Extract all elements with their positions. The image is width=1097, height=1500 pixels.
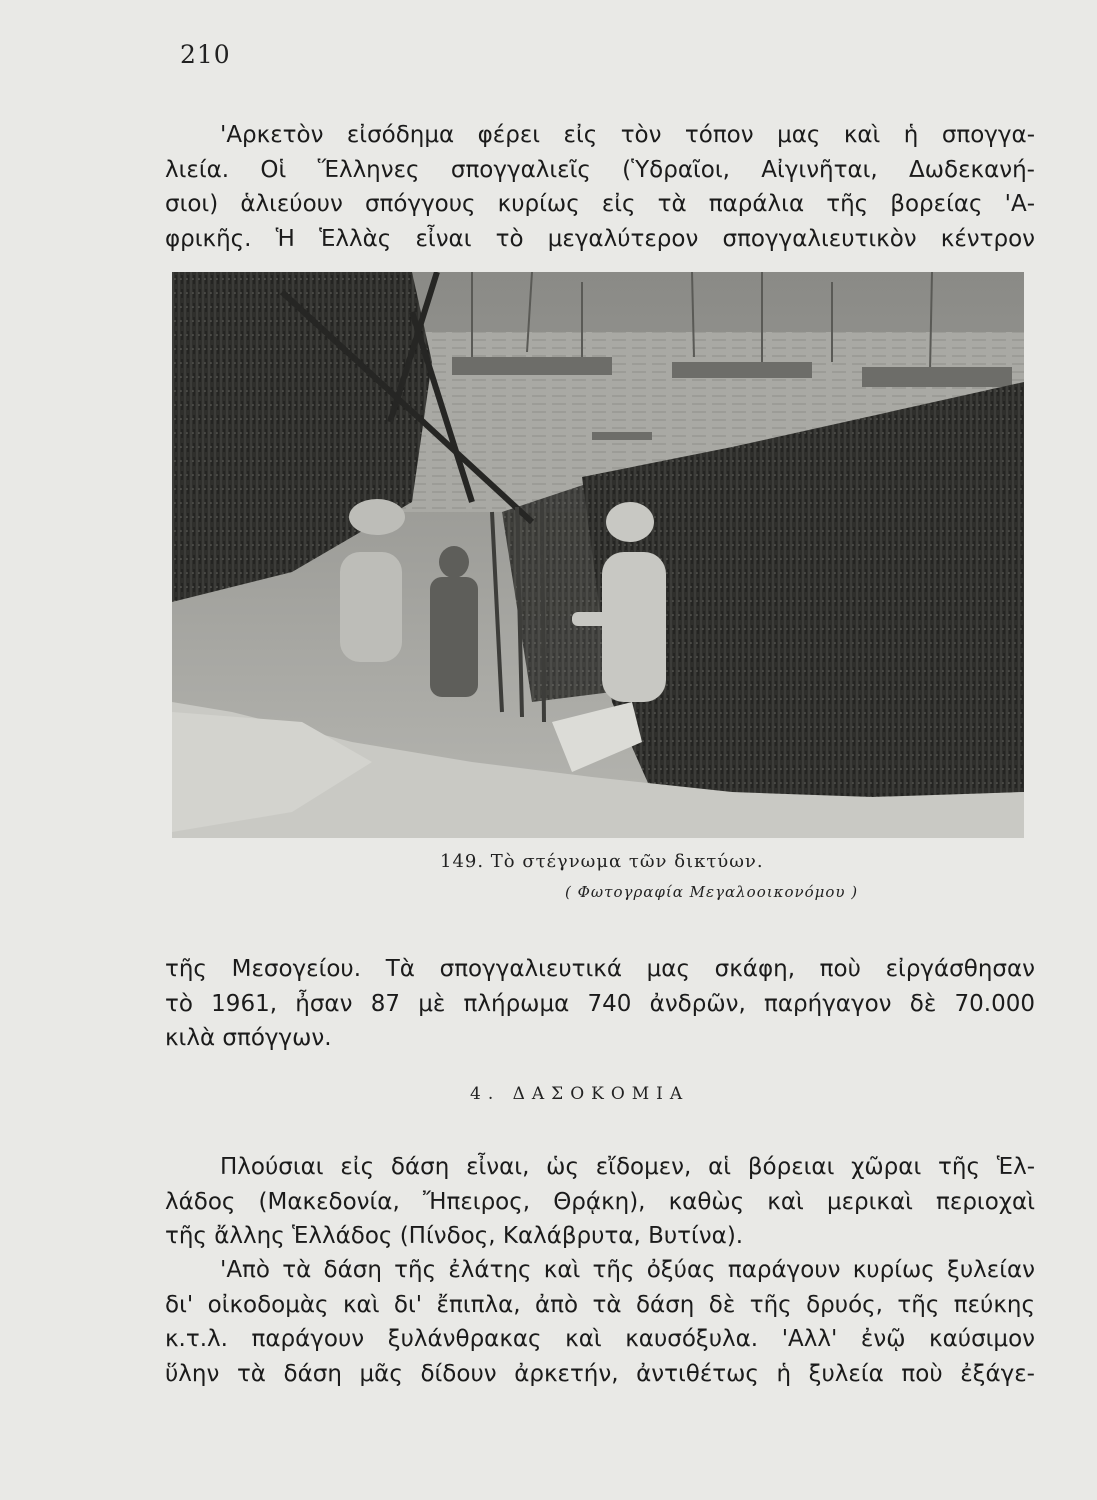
text-line: 'Αρκετὸν εἰσόδημα φέρει εἰς τὸν τόπον μας καὶ ἡ σπογγα- — [220, 122, 1035, 148]
paragraph-timber — [165, 1253, 1035, 1391]
text-line: τὸ 1961, ἦσαν 87 μὲ πλήρωμα 740 ἀνδρῶν, παρήγαγον δὲ 70.000 — [165, 990, 1035, 1017]
section-heading: 4. ΔΑΣΟΚΟΜΙΑ — [470, 1084, 690, 1104]
text-line: ὕλην τὰ δάση μᾶς δίδουν ἀρκετήν, ἀντιθέτως ἡ ξυλεία ποὺ ἐξάγε- — [165, 1360, 1035, 1387]
photo-illustration — [172, 272, 1024, 838]
text-line: σιοι) ἁλιεύουν σπόγγους κυρίως εἰς τὰ παράλια τῆς βορείας 'Α- — [165, 191, 1035, 217]
text-line: Πλούσιαι εἰς δάση εἶναι, ὡς εἴδομεν, αἱ βόρειαι χῶραι τῆς Ἑλ- — [220, 1154, 1035, 1180]
text-line: λιεία. Οἱ Ἕλληνες σπογγαλιεῖς (Ὑδραῖοι, Αἰγινῆται, Δωδεκανή- — [165, 156, 1035, 183]
text-line: κ.τ.λ. παράγουν ξυλάνθρακας καὶ καυσόξυλα. 'Αλλ' ἐνῷ καύσιμον — [165, 1326, 1035, 1352]
text-line: λάδος (Μακεδονία, Ἤπειρος, Θρᾴκη), καθὼς καὶ μερικαὶ περιοχαὶ — [165, 1188, 1035, 1215]
paragraph-forests — [165, 1150, 1035, 1254]
text-line: κιλὰ σπόγγων. — [165, 1025, 332, 1051]
text-line: 'Απὸ τὰ δάση τῆς ἐλάτης καὶ τῆς ὀξύας παράγουν κυρίως ξυλείαν — [220, 1257, 1035, 1283]
text-line: φρικῆς. Ἡ Ἑλλὰς εἶναι τὸ μεγαλύτερον σπογγαλιευτικὸν κέντρον — [165, 225, 1035, 252]
paragraph-mediterranean — [165, 952, 1035, 1056]
text-line: τῆς ἄλλης Ἑλλάδος (Πίνδος, Καλάβρυτα, Βυτίνα). — [165, 1223, 744, 1249]
figure-caption: 149. Τὸ στέγνωμα τῶν δικτύων. — [440, 851, 764, 872]
text-line: τῆς Μεσογείου. Τὰ σπογγαλιευτικά μας σκάφη, ποὺ εἰργάσθησαν — [165, 956, 1035, 982]
text-line: δι' οἰκοδομὰς καὶ δι' ἔπιπλα, ἀπὸ τὰ δάση δὲ τῆς δρυός, τῆς πεύκης — [165, 1291, 1035, 1318]
figure-photograph-drying-nets — [172, 272, 1024, 838]
figure-credit: ( Φωτογραφία Μεγαλοοικονόμου ) — [565, 883, 859, 901]
paragraph-sponge-fishing — [165, 118, 1035, 256]
page-number: 210 — [180, 40, 231, 69]
